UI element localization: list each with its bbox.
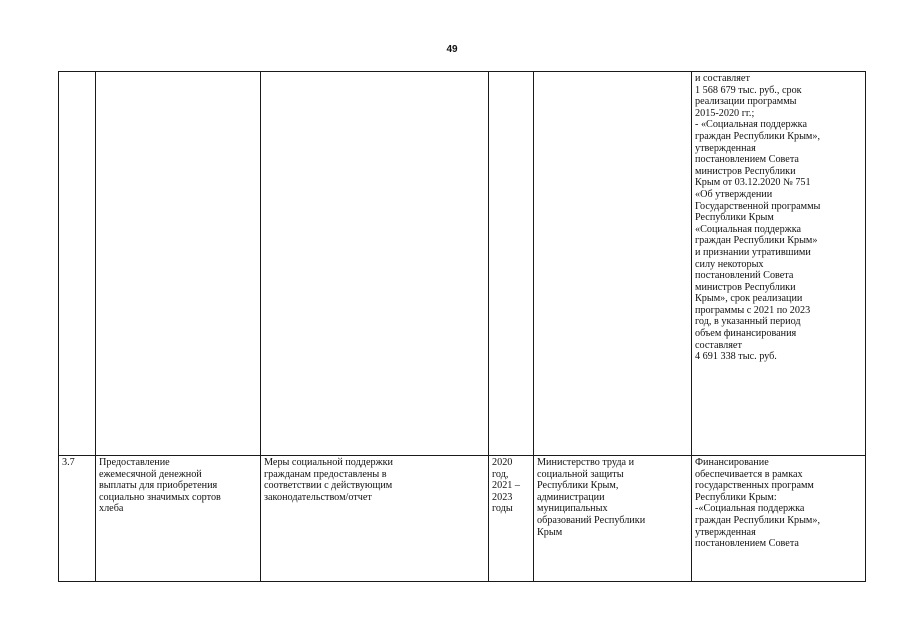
cell-result	[261, 72, 489, 456]
cell-number-text: 3.7	[62, 457, 75, 468]
cell-financing-text: и составляет 1 568 679 тыс. руб., срок реализации программы 2015-2020 гг.; - «Социальная поддержка граждан Республики Крым», утвержденная постановлением Совета министров Республики Крым от 03.12.2020 № 751 «Об утверждении Государственной программы Республики Крым «Социальная поддержка граждан Республики Крым» и признании утратившими силу некоторых постановлений Совета министров Республики Крым», срок реализации программы с 2021 по 2023 год, в указанный период объем финансирования составляет 4 691 338 тыс. руб.	[695, 73, 821, 363]
measures-table	[58, 71, 866, 582]
cell-executor	[534, 72, 692, 456]
cell-result-text: Меры социальной поддержки гражданам предоставлены в соответствии с действующим законодательством/отчет	[264, 457, 394, 503]
cell-measure-text: Предоставление ежемесячной денежной выплаты для приобретения социально значимых сортов хлеба	[99, 457, 221, 515]
cell-measure	[96, 456, 261, 582]
cell-number	[59, 72, 96, 456]
cell-executor	[534, 456, 692, 582]
cell-executor-text: Министерство труда и социальной защиты Республики Крым, администрации муниципальных образований Республики Крым	[537, 457, 646, 538]
cell-result	[261, 456, 489, 582]
page-number: 49	[446, 44, 458, 55]
cell-financing-text: Финансирование обеспечивается в рамках государственных программ Республики Крым: -«Социальная поддержка граждан Республики Крым», утвержденная постановлением Совета	[695, 457, 821, 550]
cell-measure	[96, 72, 261, 456]
table-row	[59, 456, 866, 582]
table-row	[59, 72, 866, 456]
cell-financing	[692, 72, 866, 456]
cell-financing	[692, 456, 866, 582]
cell-term-text: 2020 год, 2021 – 2023 годы	[492, 457, 521, 515]
cell-number	[59, 456, 96, 582]
cell-term	[489, 72, 534, 456]
cell-term	[489, 456, 534, 582]
